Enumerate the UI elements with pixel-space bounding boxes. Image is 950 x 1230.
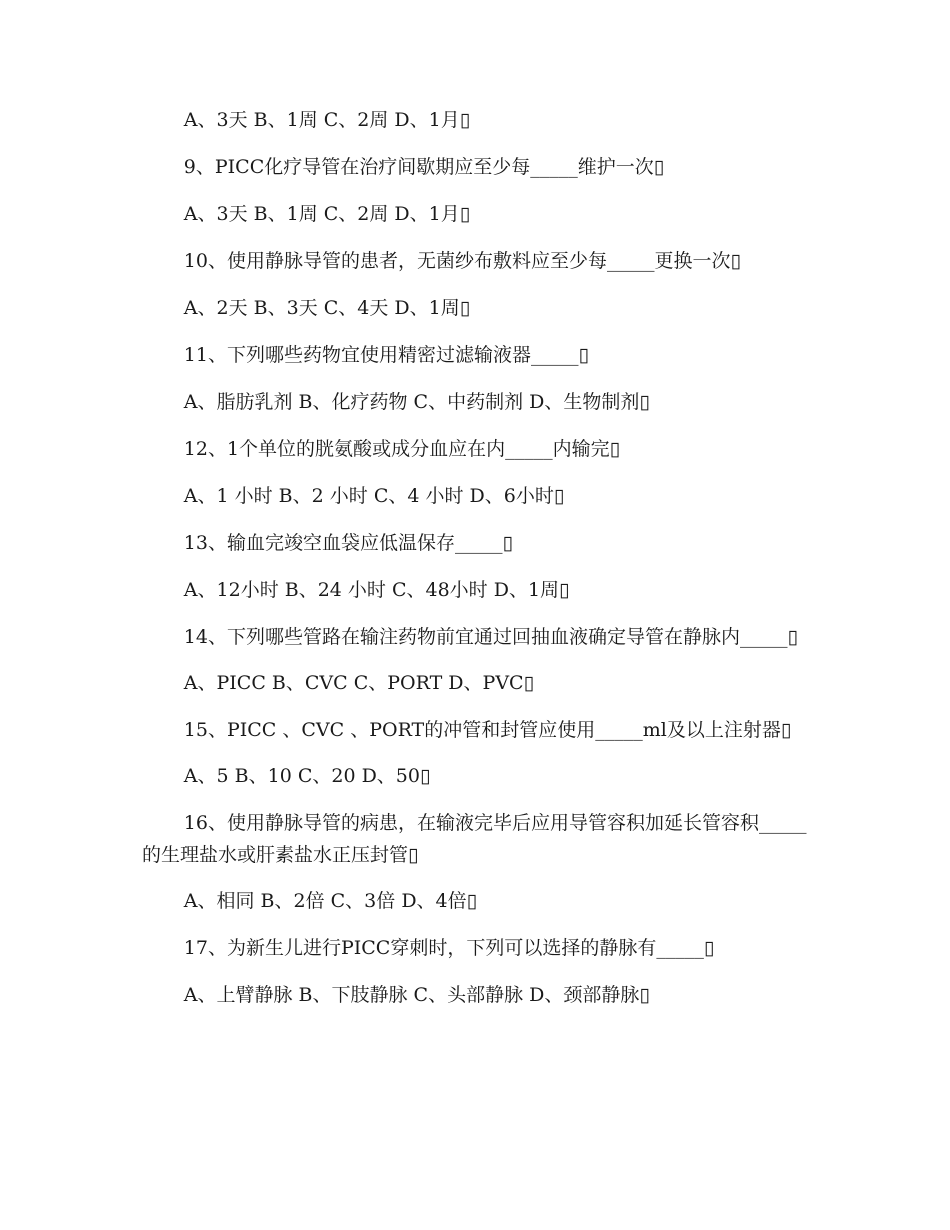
answer-options-14: A、PICC B、CVC C、PORT D、PVC▯ [183, 672, 535, 694]
answer-options-9: A、3天 B、1周 C、2周 D、1月▯ [183, 203, 471, 225]
question-14: 14、下列哪些管路在输注药物前宜通过回抽血液确定导管在静脉内_____▯ [183, 626, 798, 648]
answer-options-15: A、5 B、10 C、20 D、50▯ [183, 765, 431, 787]
answer-options-13: A、12小时 B、24 小时 C、48小时 D、1周▯ [183, 579, 570, 601]
question-17: 17、为新生儿进行PICC穿刺时，下列可以选择的静脉有_____▯ [183, 937, 715, 959]
answer-options-16: A、相同 B、2倍 C、3倍 D、4倍▯ [183, 890, 478, 912]
question-9: 9、PICC化疗导管在治疗间歇期应至少每_____维护一次▯ [183, 156, 665, 178]
answer-options-12: A、1 小时 B、2 小时 C、4 小时 D、6小时▯ [183, 485, 565, 507]
answer-options-8: A、3天 B、1周 C、2周 D、1月▯ [183, 109, 471, 131]
answer-options-10: A、2天 B、3天 C、4天 D、1周▯ [183, 297, 471, 319]
question-11: 11、下列哪些药物宜使用精密过滤输液器_____▯ [183, 344, 589, 366]
question-13: 13、输血完竣空血袋应低温保存_____▯ [183, 532, 513, 554]
question-15: 15、PICC 、CVC 、PORT的冲管和封管应使用_____ml及以上注射器▯ [183, 719, 792, 741]
answer-options-11: A、脂肪乳剂 B、化疗药物 C、中药制剂 D、生物制剂▯ [183, 391, 650, 413]
question-10: 10、使用静脉导管的患者，无菌纱布敷料应至少每_____更换一次▯ [183, 250, 741, 272]
question-12: 12、1个单位的胱氨酸或成分血应在内_____内输完▯ [183, 438, 621, 460]
document-body [142, 104, 812, 1026]
question-16: 16、使用静脉导管的病患，在输液完毕后应用导管容积加延长管容积_____的生理盐水或肝素盐水正压封管▯ [142, 812, 807, 866]
answer-options-17: A、上臂静脉 B、下肢静脉 C、头部静脉 D、颈部静脉▯ [183, 984, 650, 1006]
